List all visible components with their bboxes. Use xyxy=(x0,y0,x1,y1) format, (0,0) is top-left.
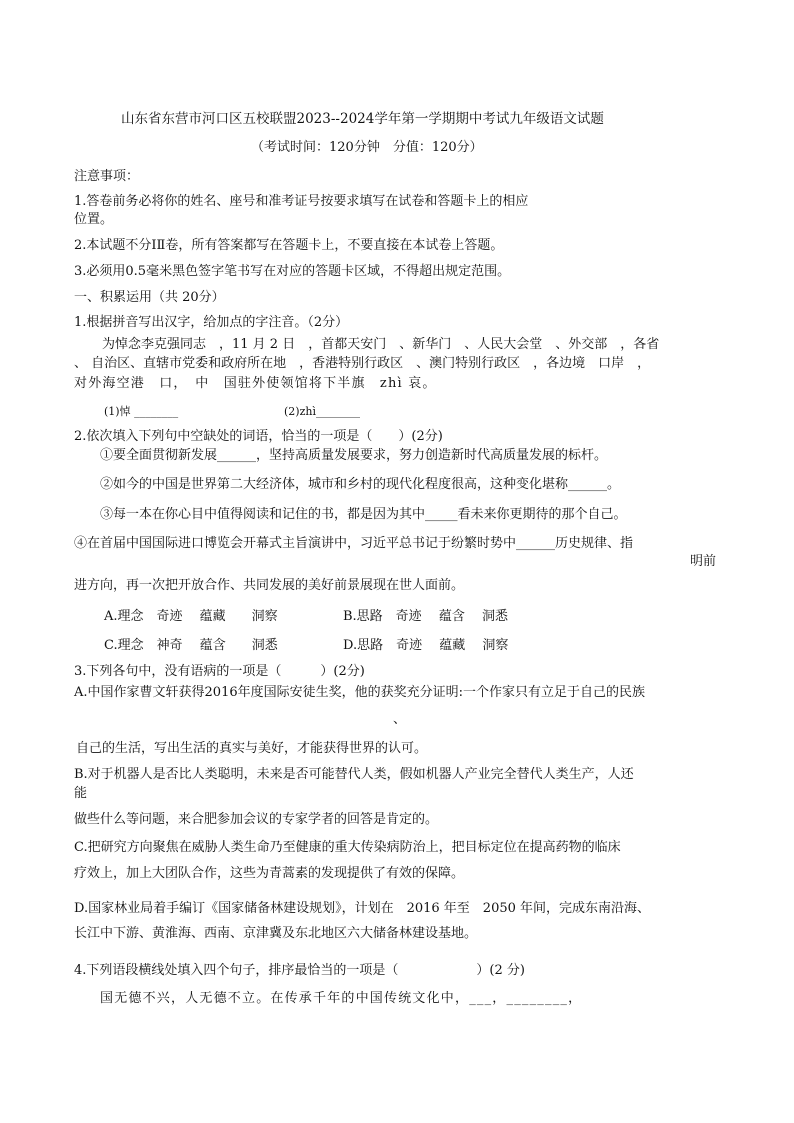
q3-option-b-line-1: B.对于机器人是否比人类聪明，未来是否可能替代人类，假如机器人产业完全替代人类生产，人还 xyxy=(74,767,634,782)
q2-sentence-4-line-2: 明前 xyxy=(690,554,717,569)
q3-option-a-line-1: A.中国作家曹文轩获得2016年度国际安徒生奖，他的获奖充分证明:一个作家只有立足于自己的民族 xyxy=(74,685,645,700)
q2-sentence-2: ②如今的中国是世界第二大经济体，城市和乡村的现代化程度很高，这种变化堪称______。 xyxy=(100,477,621,492)
q3-option-a-line-2: 、 xyxy=(393,712,407,727)
note-1-line-2: 位置。 xyxy=(74,212,114,227)
section-heading: 一、积累运用（共 20分） xyxy=(74,290,225,305)
q3-option-c-line-1: C.把研究方向聚焦在威胁人类生命乃至健康的重大传染病防治上，把目标定位在提高药物的临床 xyxy=(74,840,621,855)
note-2: 2.本试题不分ⅠⅡ卷，所有答案都写在答题卡上，不要直接在本试卷上答题。 xyxy=(74,238,504,253)
exam-subtitle: （考试时间：120分钟 分值：120分） xyxy=(251,140,483,155)
q1-passage-line-3: 对外海空港 口， 中 国驻外使领馆将下半旗 zhì 哀。 xyxy=(74,376,437,391)
q2-sentence-4-line-1: ④在首届中国国际进口博览会开幕式主旨演讲中，习近平总书记于纷繁时势中______历史规律、指 xyxy=(74,536,634,551)
q1-blank-2: (2)zhì________ xyxy=(284,405,360,418)
q1-blank-1: (1)悼 ________ xyxy=(104,405,179,418)
q1-passage-line-1: 为悼念李克强同志 ，11 月 2 日 ，首都天安门 、新华门 、人民大会堂 、外交部 ，各省 xyxy=(102,337,660,352)
q1-passage-line-2: 、 自治区、直辖市党委和政府所在地 ，香港特别行政区 、澳门特别行政区 ，各边境 口岸 ， xyxy=(74,356,651,371)
q3-option-a-line-3: 自己的生活，写出生活的真实与美好，才能获得世界的认可。 xyxy=(76,741,428,756)
q2-option-a: A.理念 奇迹 蕴藏 洞察 xyxy=(104,609,278,624)
note-1-line-1: 1.答卷前务必将你的姓名、座号和准考证号按要求填写在试卷和答题卡上的相应 xyxy=(74,194,529,209)
q4-stem: 4.下列语段横线处填入四个句子，排序最恰当的一项是（ ）(2 分) xyxy=(74,963,525,978)
q1-stem: 1.根据拼音写出汉字，给加点的字注音。（2分） xyxy=(74,315,349,330)
q3-option-d-line-2: 长江中下游、黄淮海、西南、京津冀及东北地区六大储备林建设基地。 xyxy=(74,926,478,941)
exam-title: 山东省东营市河口区五校联盟2023--2024学年第一学期期中考试九年级语文试题 xyxy=(121,111,604,127)
q3-stem: 3.下列各句中，没有语病的一项是（ ）(2分) xyxy=(74,664,365,679)
q2-sentence-1: ①要全面贯彻新发展______，坚持高质量发展要求，努力创造新时代高质量发展的标杆。 xyxy=(100,448,608,463)
q2-sentence-3: ③每一本在你心目中值得阅读和记住的书，都是因为其中_____看未来你更期待的那个自己。 xyxy=(100,507,627,522)
q3-option-b-line-2: 能 xyxy=(74,786,88,801)
q2-sentence-4-line-3: 进方向，再一次把开放合作、共同发展的美好前景展现在世人面前。 xyxy=(74,578,465,593)
q3-option-c-line-2: 疗效上，加上大团队合作，这些为青蒿素的发现提供了有效的保障。 xyxy=(74,866,465,881)
notes-heading: 注意事项： xyxy=(74,169,140,184)
note-3: 3.必须用0.5毫米黑色签字笔书写在对应的答题卡区域，不得超出规定范围。 xyxy=(74,264,511,279)
q3-option-d-line-1: D.国家林业局着手编订《国家储备林建设规划》，计划在 2016 年至 2050 年间，完成东南沿海、 xyxy=(74,901,651,916)
q2-option-b: B.思路 奇迹 蕴含 洞悉 xyxy=(343,609,508,624)
q3-option-b-line-3: 做些什么等问题，来合肥参加会议的专家学者的回答是肯定的。 xyxy=(74,812,439,827)
q2-option-c: C.理念 神奇 蕴含 洞悉 xyxy=(104,638,278,653)
q2-stem: 2.依次填入下列句中空缺处的词语，恰当的一项是（ ）(2分) xyxy=(74,429,443,444)
q4-passage-line-1: 国无德不兴，人无德不立。在传承千年的中国传统文化中，___，________， xyxy=(100,991,583,1006)
q2-option-d: D.思路 奇迹 蕴藏 洞察 xyxy=(343,638,509,653)
